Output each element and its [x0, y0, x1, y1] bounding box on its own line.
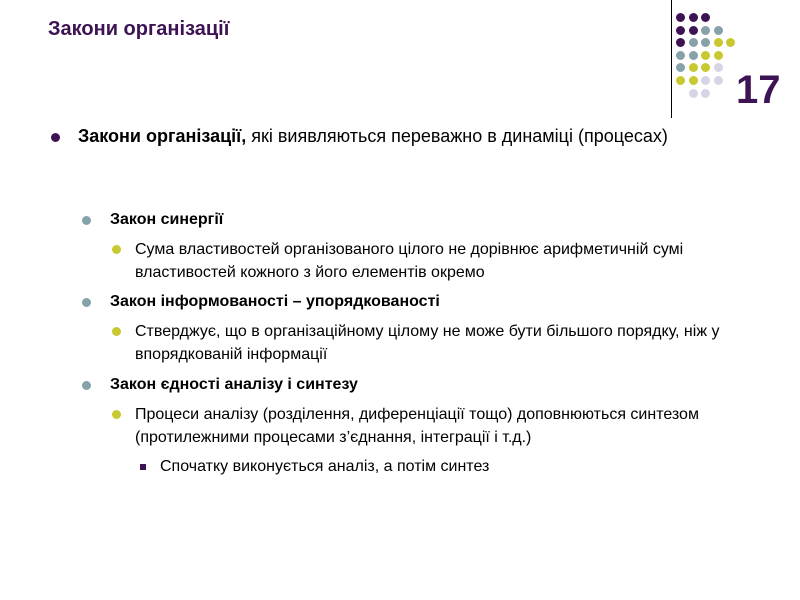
decor-dot: [676, 26, 685, 35]
decor-dot: [676, 76, 685, 85]
decor-dot: [701, 63, 710, 72]
decor-dot: [676, 63, 685, 72]
decor-dot: [726, 38, 735, 47]
bullet-circle-icon: [112, 245, 121, 254]
decor-dot: [701, 38, 710, 47]
decor-dot: [701, 76, 710, 85]
decor-dot: [689, 89, 698, 98]
bullet-circle-icon: [112, 327, 121, 336]
dot-grid-decoration: [676, 13, 740, 105]
decor-dot: [689, 38, 698, 47]
decor-dot: [701, 51, 710, 60]
decor-dot: [689, 51, 698, 60]
decor-dot: [689, 76, 698, 85]
bullet-square-icon: [140, 464, 146, 470]
law-detail: Сума властивостей організованого цілого не дорівнює арифметичній сумі властивостей кожного з його елементів окремо: [135, 241, 684, 281]
bullet-circle-icon: [82, 216, 91, 225]
bullet-circle-icon: [51, 133, 60, 142]
slide-number: 17: [736, 68, 781, 112]
decor-dot: [714, 63, 723, 72]
decor-dot: [676, 13, 685, 22]
main-point-rest: які виявляються переважно в динаміці (процесах): [246, 126, 668, 146]
decor-dot: [689, 63, 698, 72]
bullet-circle-icon: [82, 381, 91, 390]
decor-dot: [701, 13, 710, 22]
decor-dot: [714, 38, 723, 47]
law-detail: Процеси аналізу (розділення, диференціації тощо) доповнюються синтезом (протилежними процесами з’єднання, інтеграції і т.д.): [135, 406, 699, 446]
bullet-circle-icon: [112, 410, 121, 419]
bullet-circle-icon: [82, 298, 91, 307]
law-detail: Стверджує, що в організаційному цілому не може бути більшого порядку, ніж у впорядкованій інформації: [135, 323, 720, 363]
law-title: Закон інформованості – упорядкованості: [110, 293, 440, 310]
decor-dot: [714, 51, 723, 60]
decor-dot: [676, 38, 685, 47]
decor-dot: [714, 26, 723, 35]
decor-dot: [701, 26, 710, 35]
title-divider: [671, 0, 672, 118]
decor-dot: [701, 89, 710, 98]
decor-dot: [689, 26, 698, 35]
law-title: Закон синергії: [110, 211, 224, 228]
decor-dot: [676, 51, 685, 60]
main-point-bold: Закони організації,: [78, 126, 247, 146]
law-sub-detail: Спочатку виконується аналіз, а потім синтез: [160, 458, 490, 475]
slide-title: Закони організації: [48, 18, 230, 40]
decor-dot: [714, 76, 723, 85]
main-point: [78, 124, 718, 149]
decor-dot: [689, 13, 698, 22]
law-title: Закон єдності аналізу і синтезу: [110, 376, 358, 393]
